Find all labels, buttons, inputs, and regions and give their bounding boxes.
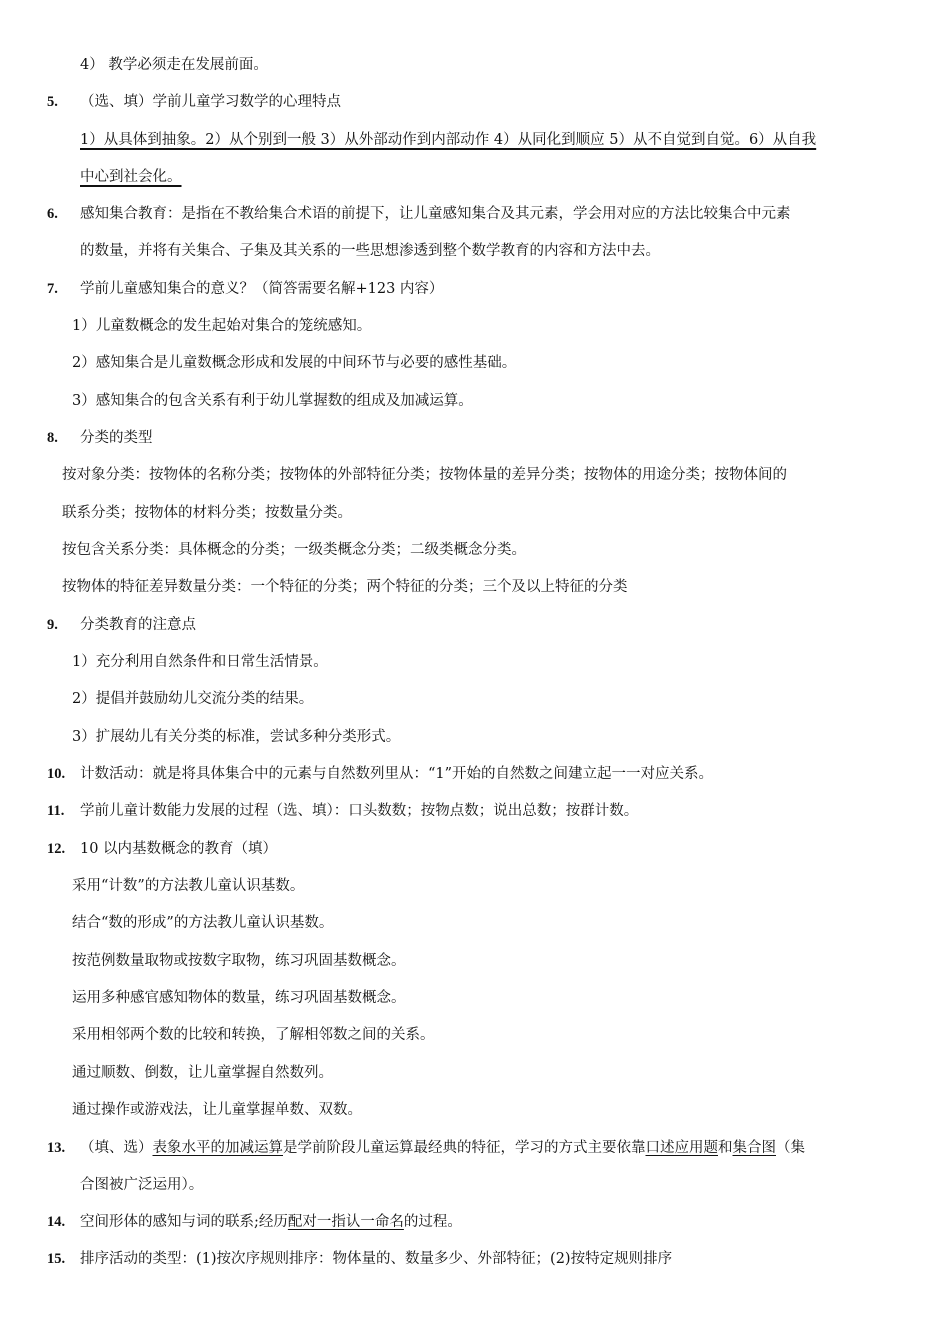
- item-8-para-1a: 按对象分类：按物体的名称分类；按物体的外部特征分类；按物体量的差异分类；按物体的用途分类；按物体间的: [62, 467, 787, 483]
- item-7-sub-3: 3）感知集合的包含关系有利于幼儿掌握数的组成及加减运算。: [72, 393, 473, 409]
- item-13-text-1: 是学前阶段儿童运算最经典的特征，学习的方式主要依靠: [283, 1140, 646, 1156]
- item-13-text-3: （集: [776, 1140, 805, 1156]
- item-13-key-term-1: 表象水平的加减运算: [152, 1140, 283, 1156]
- item-12-sub-5: 采用相邻两个数的比较和转换，了解相邻数之间的关系。: [72, 1027, 435, 1043]
- item-14-number: 14.: [47, 1214, 66, 1230]
- item-12-number: 12.: [47, 841, 66, 857]
- item-10-text: 计数活动：就是将具体集合中的元素与自然数列里从：“1”开始的自然数之间建立起一一对应关系。: [80, 766, 714, 782]
- item-13-text-2: 和: [718, 1140, 733, 1156]
- item-7-number: 7.: [47, 281, 58, 297]
- item-12-sub-2: 结合“数的形成”的方法教儿童认识基数。: [72, 915, 334, 931]
- item-15-text: 排序活动的类型：(1)按次序规则排序：物体量的、数量多少、外部特征；(2)按特定规则排序: [80, 1251, 673, 1267]
- item-6-line-2: 的数量，并将有关集合、子集及其关系的一些思想渗透到整个数学教育的内容和方法中去。: [80, 243, 660, 259]
- item-9-sub-1: 1）充分利用自然条件和日常生活情景。: [72, 654, 328, 670]
- item-11-text: 学前儿童计数能力发展的过程（选、填）：口头数数；按物点数；说出总数；按群计数。: [80, 803, 639, 819]
- item-15-number: 15.: [47, 1251, 66, 1267]
- item-10-number: 10.: [47, 766, 66, 782]
- item-5-line-2: 中心到社会化。: [80, 169, 182, 185]
- item-9-sub-2: 2）提倡并鼓励幼儿交流分类的结果。: [72, 691, 314, 707]
- item-11-number: 11.: [47, 803, 65, 819]
- item-8-number: 8.: [47, 430, 58, 446]
- item-6-line-1: 感知集合教育：是指在不教给集合术语的前提下，让儿童感知集合及其元素，学会用对应的方法比较集合中元素: [80, 206, 791, 222]
- item-14-text: [80, 1212, 462, 1232]
- item-14-text-2: 的过程。: [403, 1214, 462, 1230]
- item-14-text-1: 空间形体的感知与词的联系;经历: [80, 1214, 288, 1230]
- item-7-title: 学前儿童感知集合的意义？（简答需要名解+123 内容）: [80, 281, 444, 297]
- item-8-para-1b: 联系分类；按物体的材料分类；按数量分类。: [62, 505, 352, 521]
- item-5-title: （选、填）学前儿童学习数学的心理特点: [80, 94, 341, 110]
- item-5-number: 5.: [47, 94, 58, 110]
- item-5-line-1: 1）从具体到抽象。2）从个别到一般 3）从外部动作到内部动作 4）从同化到顺应 5）从不自觉到自觉。6）从自我: [80, 132, 817, 148]
- item-13-line-1: [80, 1138, 906, 1158]
- item-12-title: 10 以内基数概念的教育（填）: [80, 841, 278, 857]
- item-4-sub-point: 4） 教学必须走在发展前面。: [80, 57, 268, 73]
- item-13-number: 13.: [47, 1140, 66, 1156]
- item-8-para-3: 按物体的特征差异数量分类：一个特征的分类；两个特征的分类；三个及以上特征的分类: [62, 579, 628, 595]
- item-13-key-term-2: 口述应用题: [645, 1140, 718, 1156]
- item-8-para-2: 按包含关系分类：具体概念的分类；一级类概念分类；二级类概念分类。: [62, 542, 526, 558]
- item-9-sub-3: 3）扩展幼儿有关分类的标准，尝试多种分类形式。: [72, 729, 401, 745]
- item-9-title: 分类教育的注意点: [80, 617, 196, 633]
- item-13-key-term-3: 集合图: [732, 1140, 776, 1156]
- item-12-sub-3: 按范例数量取物或按数字取物，练习巩固基数概念。: [72, 953, 406, 969]
- item-8-title: 分类的类型: [80, 430, 153, 446]
- item-12-sub-1: 采用“计数”的方法教儿童认识基数。: [72, 878, 305, 894]
- item-7-sub-2: 2）感知集合是儿童数概念形成和发展的中间环节与必要的感性基础。: [72, 355, 517, 371]
- item-13-tag: （填、选）: [80, 1140, 153, 1156]
- item-12-sub-6: 通过顺数、倒数，让儿童掌握自然数列。: [72, 1065, 333, 1081]
- item-9-number: 9.: [47, 617, 58, 633]
- item-12-sub-4: 运用多种感官感知物体的数量，练习巩固基数概念。: [72, 990, 406, 1006]
- item-13-line-2: 合图被广泛运用）。: [80, 1177, 204, 1193]
- item-7-sub-1: 1）儿童数概念的发生起始对集合的笼统感知。: [72, 318, 372, 334]
- item-12-sub-7: 通过操作或游戏法，让儿童掌握单数、双数。: [72, 1102, 362, 1118]
- item-6-number: 6.: [47, 206, 58, 222]
- item-14-key-term: 配对一指认一命名: [287, 1214, 404, 1230]
